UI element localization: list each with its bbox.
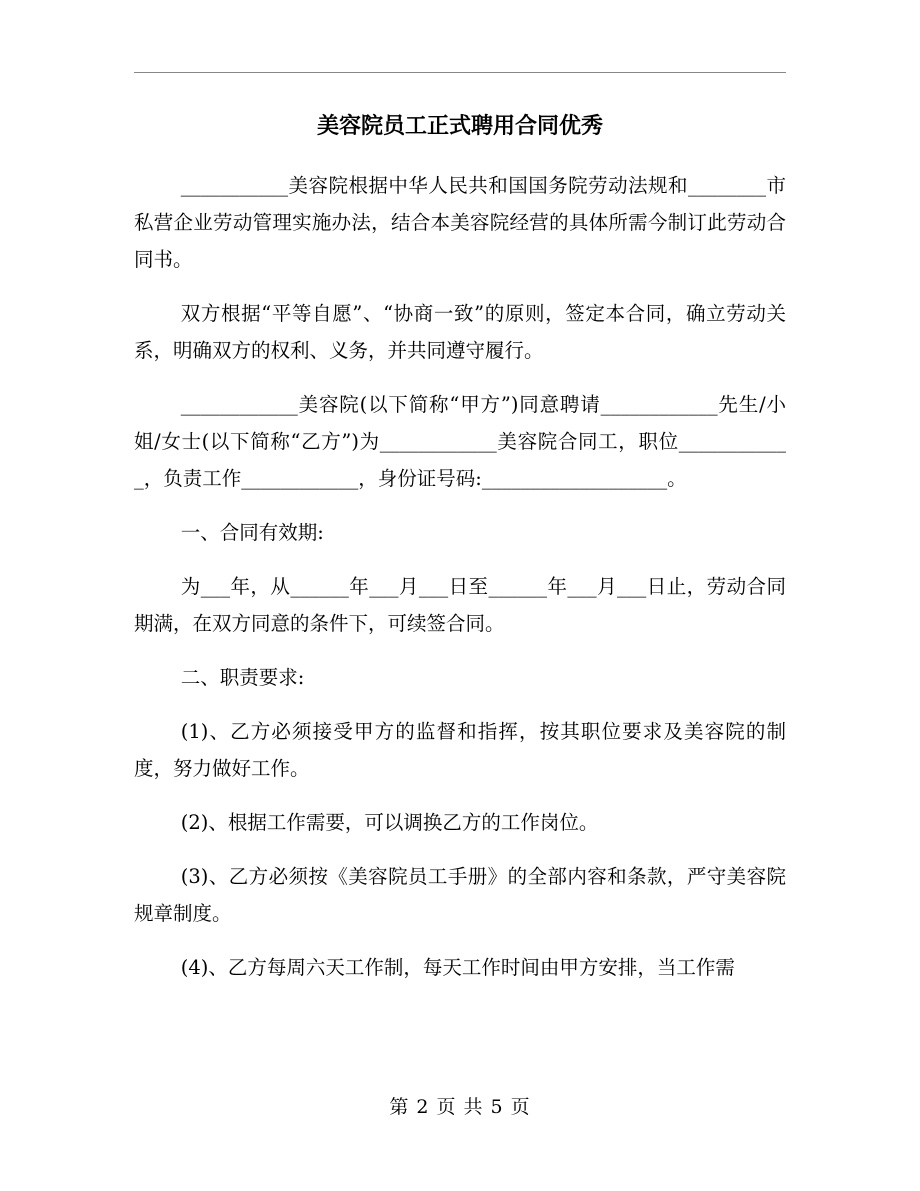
page-number: 第 2 页 共 5 页	[389, 1096, 531, 1118]
principle-paragraph: 双方根据“平等自愿”、“协商一致”的原则，签定本合同，确立劳动关系，明确双方的权利、义务，并共同遵守履行。	[134, 302, 786, 362]
duty-item-2: (2)、根据工作需要，可以调换乙方的工作岗位。	[180, 811, 599, 834]
section-heading-duties: 二、职责要求:	[180, 666, 305, 689]
header-rule	[134, 72, 786, 73]
parties-paragraph: ____________美容院(以下简称“甲方”)同意聘请____________先生/小姐/女士(以下简称“乙方”)为____________美容院合同工，职位____________，负责工作____________，身份证号码:___________________。	[134, 393, 786, 490]
duty-item-3: (3)、乙方必须按《美容院员工手册》的全部内容和条款，严守美容院规章制度。	[134, 865, 786, 925]
document-body	[134, 167, 786, 1003]
duty-item-1: (1)、乙方必须接受甲方的监督和指挥，按其职位要求及美容院的制度，努力做好工作。	[134, 720, 786, 780]
intro-paragraph: ___________美容院根据中华人民共和国国务院劳动法规和________市私营企业劳动管理实施办法，结合本美容院经营的具体所需今制订此劳动合同书。	[134, 174, 786, 271]
document-title: 美容院员工正式聘用合同优秀	[316, 113, 603, 139]
section-heading-term: 一、合同有效期:	[180, 521, 324, 544]
term-paragraph: 为___年，从______年___月___日至______年___月___日止，劳动合同期满，在双方同意的条件下，可续签合同。	[134, 575, 786, 635]
duty-item-4: (4)、乙方每周六天工作制，每天工作时间由甲方安排，当工作需	[180, 956, 735, 979]
